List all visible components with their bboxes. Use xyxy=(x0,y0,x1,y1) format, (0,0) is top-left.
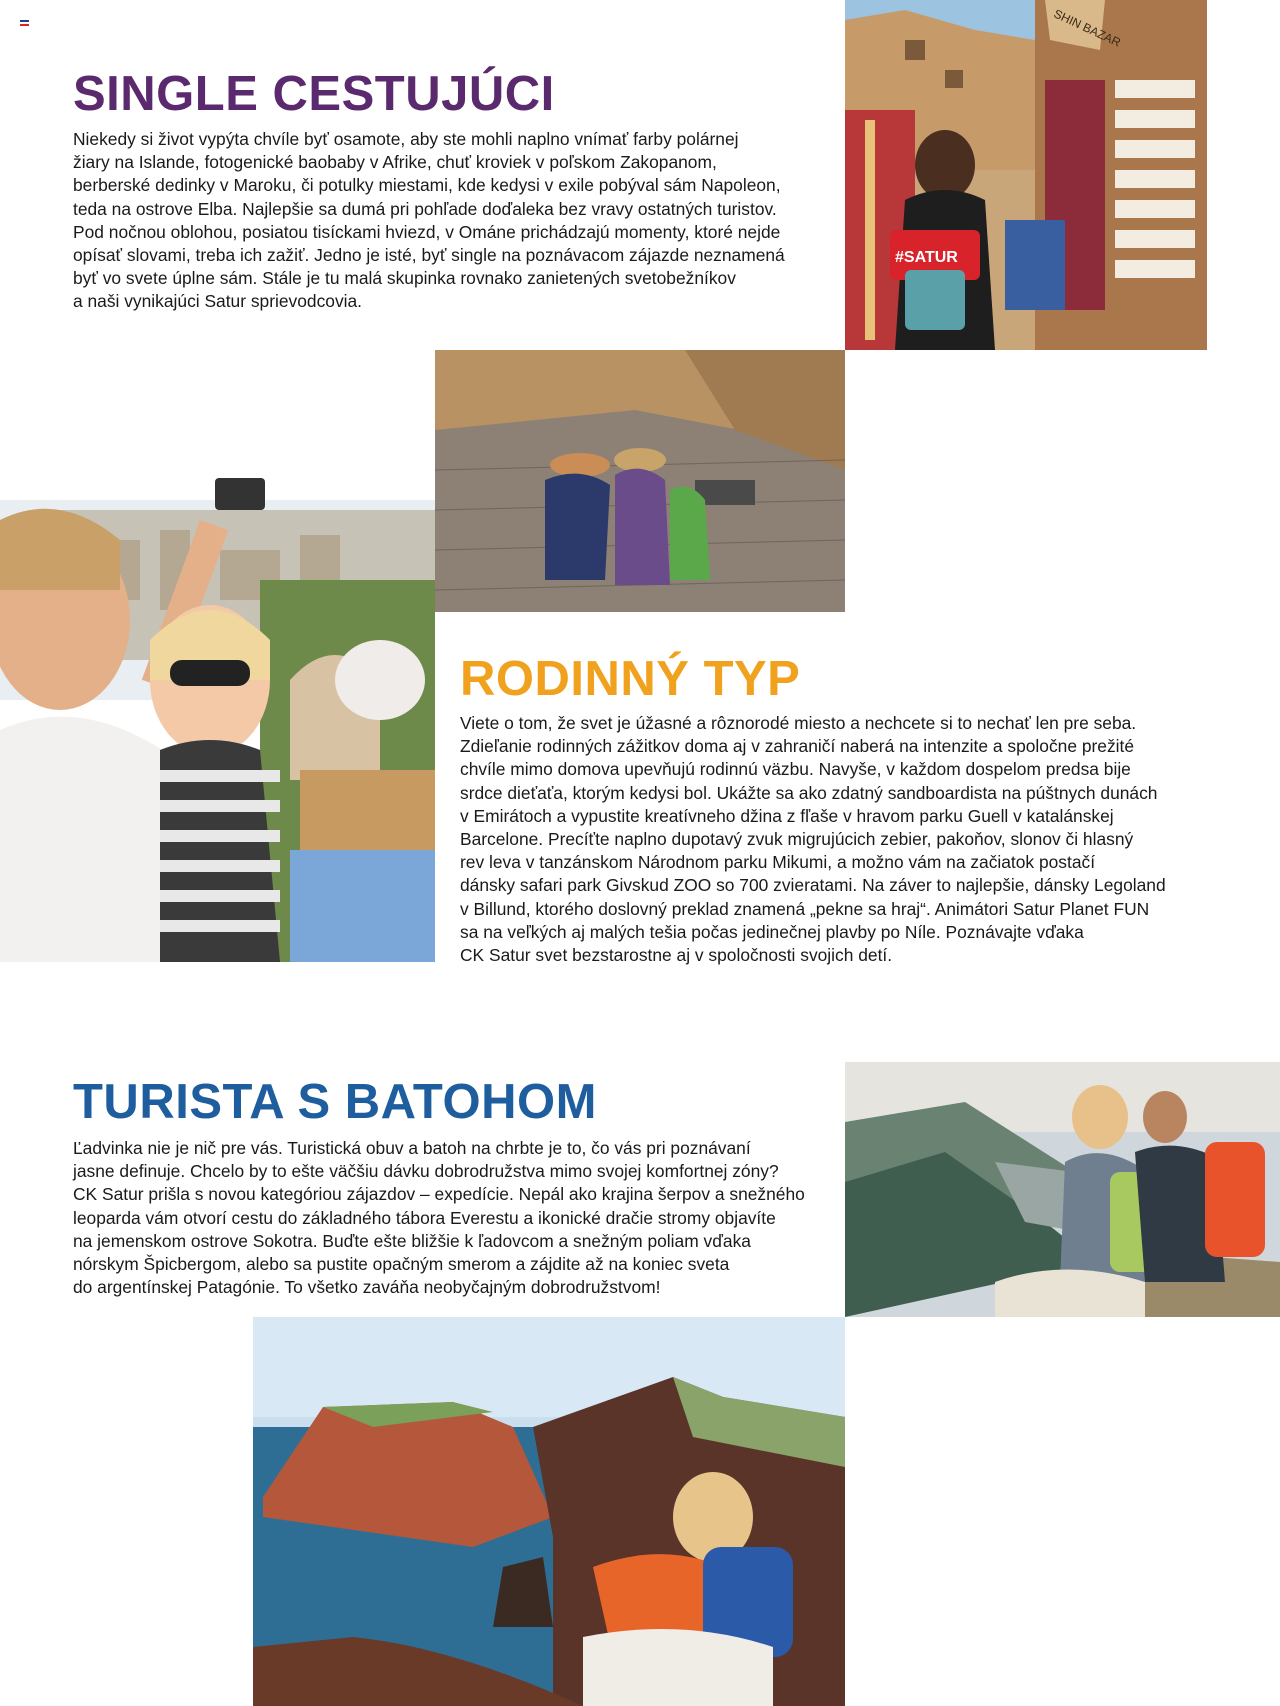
single-travelers-text: Niekedy si život vypýta chvíle byť osamote, aby ste mohli naplno vnímať farby polárnej žiary na Islande, fotogenické baobaby v Afrike, chuť kroviek v poľskom Zakopanom, berberské dedinky v Maroku, či potulky miestami, kde kedysi v exile pobýval sám Napoleon, teda na ostrove Elba. Najlepšie sa dumá pri pohľade doďaleka bez vravy ostatných turistov. Pod nočnou oblohou, posiatou tisíckami hviezd, v Ománe prichádzajú momenty, ktoré nejde opísať slovami, treba ich zažiť. Jedno je isté, byť single na poznávacom zájazde neznamená byť vo svete úplne sám. Stále je tu malá skupinka rovnako zanietených svetobežníkov a naši vynikajúci Satur sprievodcovia. xyxy=(73,129,785,312)
single-travelers-title: SINGLE CESTUJÚCI xyxy=(73,67,555,121)
flag-icon xyxy=(20,20,29,26)
bazaar-sign: SHIN BAZAR xyxy=(1051,6,1123,50)
family-type-title: RODINNÝ TYP xyxy=(460,652,801,706)
family-type-text: Viete o tom, že svet je úžasné a rôznorodé miesto a nechcete si to nechať len pre seba. Zdieľanie rodinných zážitkov doma aj v zahraničí naberá na intenzite a spoločne prežité chvíle mimo domova upevňujú rodinnú väzbu. Navyše, v každom dospelom predsa bije srdce dieťaťa, ktorým kedysi bol. Ukážte sa ako zdatný sandboardista na púštnych dunách v Emirátoch a vypustite kreatívneho džina z fľaše v hravom parku Guell v katalánskej Barcelone. Precíťte naplno dupotavý zvuk migrujúcich zebier, pakoňov, slonov či hlasný rev leva v tanzánskom Národnom parku Mikumi, a možno vám na začiatok postačí dánsky safari park Givskud ZOO so 700 zvieratami. Na záver to najlepšie, dánsky Legoland v Billund, ktorého doslovný preklad znamená „pekne sa hraj“. Animátori Satur Planet FUN sa na veľkých aj malých tešia počas jedinečnej plavby po Níle. Poznávajte vďaka CK Satur svet bezstarostne aj v spoločnosti svojich detí. xyxy=(460,713,1166,966)
coastal-cliffs-photo xyxy=(253,1317,845,1706)
bazaar-traveler-photo xyxy=(845,0,1207,350)
backpacker-text: Ľadvinka nie je nič pre vás. Turistická obuv a batoh na chrbte je to, čo vás pri poznávaní jasne definuje. Chcelo by to ešte väčšiu dávku dobrodružstva mimo svojej komfortnej zóny? CK Satur prišla s novou kategóriou zájazdov – expedície. Nepál ako krajina šerpov a snežného leoparda vám otvorí cestu do základného tábora Everestu a ikonické dračie stromy objavíte na jemenskom ostrove Sokotra. Buďte ešte bližšie k ľadovcom a snežným poliam vďaka nórskym Špicbergom, alebo sa pustite opačným smerom a zájdite až na koniec sveta do argentínskej Patagónie. To všetko zaváňa neobyčajným dobrodružstvom! xyxy=(73,1138,805,1298)
satur-backpack-logo: #SATUR xyxy=(895,249,958,266)
hikers-couple-photo xyxy=(845,1062,1280,1317)
children-street-photo xyxy=(435,350,845,612)
backpacker-title: TURISTA S BATOHOM xyxy=(73,1075,597,1129)
mother-daughter-photo xyxy=(0,350,435,962)
